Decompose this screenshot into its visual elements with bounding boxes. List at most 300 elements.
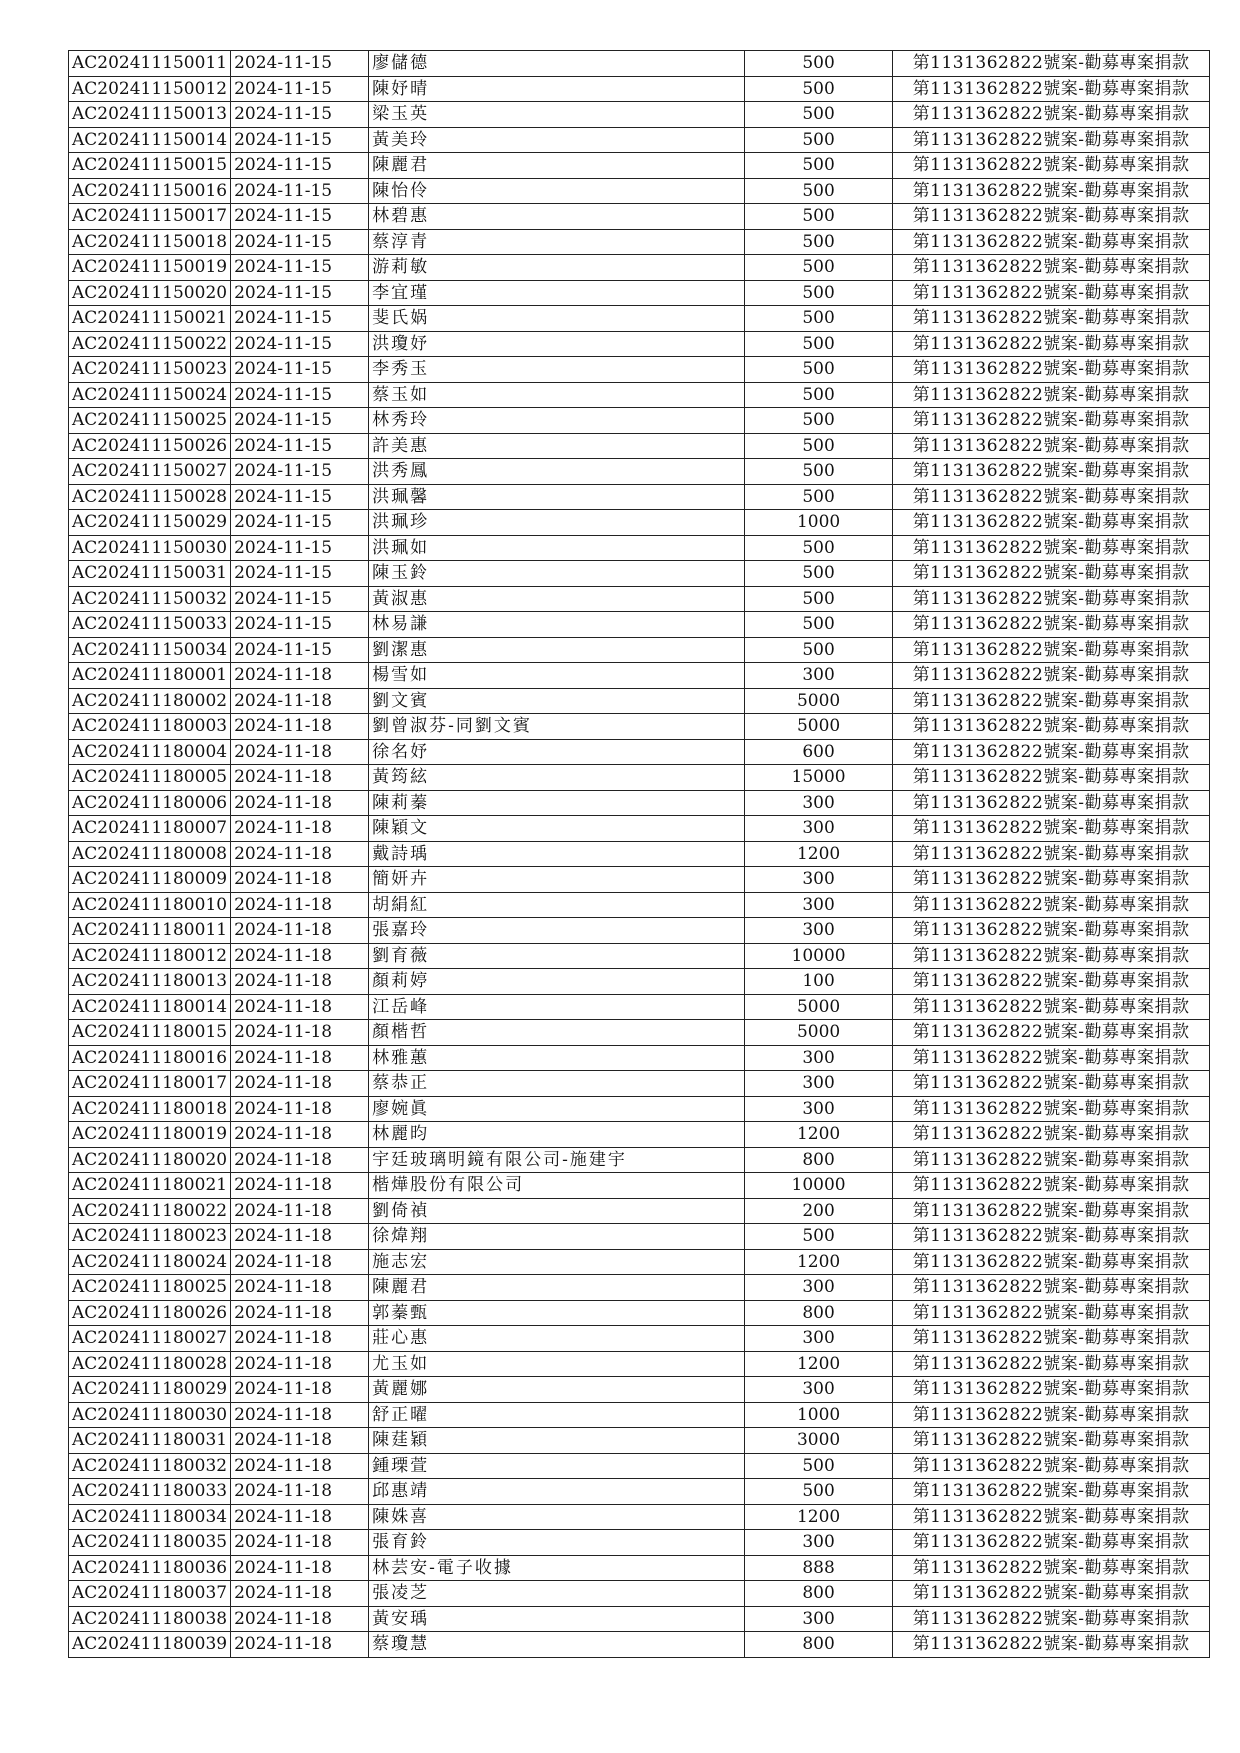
amount-cell: 300: [745, 1071, 893, 1097]
table-row: [69, 1428, 1210, 1454]
date-cell: 2024-11-15: [231, 510, 369, 536]
purpose-cell: 第1131362822號案-勸募專案捐款: [893, 1428, 1210, 1454]
purpose-cell: 第1131362822號案-勸募專案捐款: [893, 1632, 1210, 1658]
date-cell: 2024-11-18: [231, 739, 369, 765]
donor-name-cell: 蔡瓊慧: [369, 1632, 745, 1658]
date-cell: 2024-11-18: [231, 1096, 369, 1122]
donor-name-cell: 簡妍卉: [369, 867, 745, 893]
donor-name-cell: 黃筠絃: [369, 765, 745, 791]
amount-cell: 800: [745, 1300, 893, 1326]
purpose-cell: 第1131362822號案-勸募專案捐款: [893, 765, 1210, 791]
purpose-cell: 第1131362822號案-勸募專案捐款: [893, 76, 1210, 102]
receipt-id-cell: AC202411180026: [69, 1300, 231, 1326]
donor-name-cell: 徐煒翔: [369, 1224, 745, 1250]
receipt-id-cell: AC202411180011: [69, 918, 231, 944]
donor-name-cell: 劉育薇: [369, 943, 745, 969]
receipt-id-cell: AC202411150013: [69, 102, 231, 128]
date-cell: 2024-11-15: [231, 586, 369, 612]
amount-cell: 1000: [745, 510, 893, 536]
receipt-id-cell: AC202411180032: [69, 1453, 231, 1479]
amount-cell: 1200: [745, 1249, 893, 1275]
purpose-cell: 第1131362822號案-勸募專案捐款: [893, 561, 1210, 587]
amount-cell: 500: [745, 331, 893, 357]
purpose-cell: 第1131362822號案-勸募專案捐款: [893, 1096, 1210, 1122]
receipt-id-cell: AC202411180022: [69, 1198, 231, 1224]
receipt-id-cell: AC202411180034: [69, 1504, 231, 1530]
date-cell: 2024-11-18: [231, 1632, 369, 1658]
date-cell: 2024-11-15: [231, 76, 369, 102]
purpose-cell: 第1131362822號案-勸募專案捐款: [893, 994, 1210, 1020]
purpose-cell: 第1131362822號案-勸募專案捐款: [893, 1198, 1210, 1224]
table-row: [69, 1453, 1210, 1479]
table-row: [69, 280, 1210, 306]
table-row: [69, 255, 1210, 281]
date-cell: 2024-11-18: [231, 1606, 369, 1632]
amount-cell: 5000: [745, 688, 893, 714]
amount-cell: 500: [745, 1453, 893, 1479]
date-cell: 2024-11-15: [231, 306, 369, 332]
donor-name-cell: 楷燁股份有限公司: [369, 1173, 745, 1199]
purpose-cell: 第1131362822號案-勸募專案捐款: [893, 153, 1210, 179]
receipt-id-cell: AC202411180023: [69, 1224, 231, 1250]
amount-cell: 5000: [745, 1020, 893, 1046]
amount-cell: 500: [745, 1479, 893, 1505]
date-cell: 2024-11-18: [231, 867, 369, 893]
donor-name-cell: 蔡恭正: [369, 1071, 745, 1097]
table-row: [69, 153, 1210, 179]
donor-name-cell: 張嘉玲: [369, 918, 745, 944]
amount-cell: 800: [745, 1147, 893, 1173]
receipt-id-cell: AC202411180013: [69, 969, 231, 995]
donor-name-cell: 廖婉眞: [369, 1096, 745, 1122]
donor-name-cell: 陳麗君: [369, 1275, 745, 1301]
date-cell: 2024-11-15: [231, 280, 369, 306]
donor-name-cell: 江岳峰: [369, 994, 745, 1020]
donor-name-cell: 梁玉英: [369, 102, 745, 128]
amount-cell: 300: [745, 1045, 893, 1071]
purpose-cell: 第1131362822號案-勸募專案捐款: [893, 637, 1210, 663]
table-row: [69, 102, 1210, 128]
receipt-id-cell: AC202411180025: [69, 1275, 231, 1301]
receipt-id-cell: AC202411180009: [69, 867, 231, 893]
receipt-id-cell: AC202411150018: [69, 229, 231, 255]
table-row: [69, 739, 1210, 765]
date-cell: 2024-11-18: [231, 969, 369, 995]
amount-cell: 500: [745, 306, 893, 332]
purpose-cell: 第1131362822號案-勸募專案捐款: [893, 229, 1210, 255]
table-row: [69, 433, 1210, 459]
table-row: [69, 1555, 1210, 1581]
receipt-id-cell: AC202411150025: [69, 408, 231, 434]
donor-name-cell: 張凌芝: [369, 1581, 745, 1607]
date-cell: 2024-11-18: [231, 1326, 369, 1352]
purpose-cell: 第1131362822號案-勸募專案捐款: [893, 382, 1210, 408]
table-row: [69, 331, 1210, 357]
receipt-id-cell: AC202411150034: [69, 637, 231, 663]
receipt-id-cell: AC202411150027: [69, 459, 231, 485]
date-cell: 2024-11-18: [231, 994, 369, 1020]
donor-name-cell: 劉潔惠: [369, 637, 745, 663]
table-row: [69, 1147, 1210, 1173]
purpose-cell: 第1131362822號案-勸募專案捐款: [893, 714, 1210, 740]
table-row: [69, 586, 1210, 612]
donor-name-cell: 林秀玲: [369, 408, 745, 434]
donor-name-cell: 楊雪如: [369, 663, 745, 689]
amount-cell: 500: [745, 229, 893, 255]
amount-cell: 500: [745, 280, 893, 306]
receipt-id-cell: AC202411150017: [69, 204, 231, 230]
donor-name-cell: 李秀玉: [369, 357, 745, 383]
date-cell: 2024-11-15: [231, 637, 369, 663]
donor-name-cell: 戴詩瑀: [369, 841, 745, 867]
amount-cell: 500: [745, 76, 893, 102]
date-cell: 2024-11-18: [231, 1224, 369, 1250]
amount-cell: 300: [745, 790, 893, 816]
table-row: [69, 1122, 1210, 1148]
amount-cell: 300: [745, 816, 893, 842]
date-cell: 2024-11-18: [231, 790, 369, 816]
table-row: [69, 943, 1210, 969]
date-cell: 2024-11-18: [231, 1504, 369, 1530]
table-row: [69, 1326, 1210, 1352]
purpose-cell: 第1131362822號案-勸募專案捐款: [893, 816, 1210, 842]
purpose-cell: 第1131362822號案-勸募專案捐款: [893, 1300, 1210, 1326]
purpose-cell: 第1131362822號案-勸募專案捐款: [893, 688, 1210, 714]
table-row: [69, 1377, 1210, 1403]
date-cell: 2024-11-18: [231, 1020, 369, 1046]
donor-name-cell: 洪珮珍: [369, 510, 745, 536]
receipt-id-cell: AC202411180007: [69, 816, 231, 842]
date-cell: 2024-11-18: [231, 688, 369, 714]
receipt-id-cell: AC202411180012: [69, 943, 231, 969]
table-row: [69, 688, 1210, 714]
receipt-id-cell: AC202411150012: [69, 76, 231, 102]
table-row: [69, 612, 1210, 638]
table-row: [69, 790, 1210, 816]
date-cell: 2024-11-18: [231, 1249, 369, 1275]
purpose-cell: 第1131362822號案-勸募專案捐款: [893, 357, 1210, 383]
amount-cell: 300: [745, 867, 893, 893]
table-row: [69, 204, 1210, 230]
purpose-cell: 第1131362822號案-勸募專案捐款: [893, 1224, 1210, 1250]
purpose-cell: 第1131362822號案-勸募專案捐款: [893, 331, 1210, 357]
date-cell: 2024-11-15: [231, 612, 369, 638]
amount-cell: 500: [745, 433, 893, 459]
amount-cell: 500: [745, 1224, 893, 1250]
donor-name-cell: 宇廷玻璃明鏡有限公司-施建宇: [369, 1147, 745, 1173]
donor-name-cell: 郭蓁甄: [369, 1300, 745, 1326]
donor-name-cell: 蔡玉如: [369, 382, 745, 408]
receipt-id-cell: AC202411180028: [69, 1351, 231, 1377]
purpose-cell: 第1131362822號案-勸募專案捐款: [893, 1122, 1210, 1148]
date-cell: 2024-11-18: [231, 1351, 369, 1377]
receipt-id-cell: AC202411150014: [69, 127, 231, 153]
receipt-id-cell: AC202411150019: [69, 255, 231, 281]
receipt-id-cell: AC202411150032: [69, 586, 231, 612]
purpose-cell: 第1131362822號案-勸募專案捐款: [893, 790, 1210, 816]
purpose-cell: 第1131362822號案-勸募專案捐款: [893, 306, 1210, 332]
amount-cell: 500: [745, 535, 893, 561]
table-row: [69, 637, 1210, 663]
purpose-cell: 第1131362822號案-勸募專案捐款: [893, 918, 1210, 944]
receipt-id-cell: AC202411180021: [69, 1173, 231, 1199]
table-row: [69, 178, 1210, 204]
table-row: [69, 841, 1210, 867]
donor-name-cell: 游莉敏: [369, 255, 745, 281]
receipt-id-cell: AC202411180010: [69, 892, 231, 918]
table-row: [69, 1249, 1210, 1275]
donor-name-cell: 林易謙: [369, 612, 745, 638]
receipt-id-cell: AC202411150015: [69, 153, 231, 179]
donor-name-cell: 蔡淳青: [369, 229, 745, 255]
donor-name-cell: 林雅蕙: [369, 1045, 745, 1071]
donor-name-cell: 顏楷哲: [369, 1020, 745, 1046]
amount-cell: 300: [745, 918, 893, 944]
date-cell: 2024-11-18: [231, 1147, 369, 1173]
table-row: [69, 1530, 1210, 1556]
date-cell: 2024-11-18: [231, 841, 369, 867]
date-cell: 2024-11-18: [231, 1530, 369, 1556]
purpose-cell: 第1131362822號案-勸募專案捐款: [893, 1402, 1210, 1428]
table-row: [69, 535, 1210, 561]
table-row: [69, 1173, 1210, 1199]
receipt-id-cell: AC202411180020: [69, 1147, 231, 1173]
amount-cell: 500: [745, 204, 893, 230]
receipt-id-cell: AC202411180006: [69, 790, 231, 816]
amount-cell: 1000: [745, 1402, 893, 1428]
purpose-cell: 第1131362822號案-勸募專案捐款: [893, 1555, 1210, 1581]
amount-cell: 300: [745, 1606, 893, 1632]
amount-cell: 500: [745, 612, 893, 638]
receipt-id-cell: AC202411150020: [69, 280, 231, 306]
date-cell: 2024-11-18: [231, 714, 369, 740]
amount-cell: 300: [745, 663, 893, 689]
donor-name-cell: 許美惠: [369, 433, 745, 459]
purpose-cell: 第1131362822號案-勸募專案捐款: [893, 102, 1210, 128]
table-row: [69, 306, 1210, 332]
table-row: [69, 1300, 1210, 1326]
donor-name-cell: 邱惠靖: [369, 1479, 745, 1505]
table-row: [69, 714, 1210, 740]
date-cell: 2024-11-18: [231, 1581, 369, 1607]
donor-name-cell: 林碧惠: [369, 204, 745, 230]
date-cell: 2024-11-15: [231, 255, 369, 281]
receipt-id-cell: AC202411150011: [69, 51, 231, 77]
purpose-cell: 第1131362822號案-勸募專案捐款: [893, 892, 1210, 918]
purpose-cell: 第1131362822號案-勸募專案捐款: [893, 1453, 1210, 1479]
table-row: [69, 459, 1210, 485]
receipt-id-cell: AC202411180033: [69, 1479, 231, 1505]
amount-cell: 300: [745, 892, 893, 918]
purpose-cell: 第1131362822號案-勸募專案捐款: [893, 1530, 1210, 1556]
date-cell: 2024-11-18: [231, 1198, 369, 1224]
purpose-cell: 第1131362822號案-勸募專案捐款: [893, 1071, 1210, 1097]
donor-name-cell: 劉文賓: [369, 688, 745, 714]
amount-cell: 500: [745, 102, 893, 128]
donor-name-cell: 洪珮如: [369, 535, 745, 561]
receipt-id-cell: AC202411150033: [69, 612, 231, 638]
receipt-id-cell: AC202411180001: [69, 663, 231, 689]
purpose-cell: 第1131362822號案-勸募專案捐款: [893, 969, 1210, 995]
receipt-id-cell: AC202411180038: [69, 1606, 231, 1632]
amount-cell: 500: [745, 153, 893, 179]
purpose-cell: 第1131362822號案-勸募專案捐款: [893, 943, 1210, 969]
date-cell: 2024-11-18: [231, 1300, 369, 1326]
purpose-cell: 第1131362822號案-勸募專案捐款: [893, 739, 1210, 765]
donation-table-body: [69, 51, 1210, 1658]
date-cell: 2024-11-18: [231, 1173, 369, 1199]
date-cell: 2024-11-18: [231, 892, 369, 918]
date-cell: 2024-11-15: [231, 204, 369, 230]
purpose-cell: 第1131362822號案-勸募專案捐款: [893, 510, 1210, 536]
purpose-cell: 第1131362822號案-勸募專案捐款: [893, 433, 1210, 459]
receipt-id-cell: AC202411180018: [69, 1096, 231, 1122]
receipt-id-cell: AC202411180029: [69, 1377, 231, 1403]
amount-cell: 800: [745, 1581, 893, 1607]
receipt-id-cell: AC202411150028: [69, 484, 231, 510]
table-row: [69, 1224, 1210, 1250]
donor-name-cell: 洪秀鳳: [369, 459, 745, 485]
table-row: [69, 484, 1210, 510]
donor-name-cell: 洪瓊妤: [369, 331, 745, 357]
date-cell: 2024-11-18: [231, 816, 369, 842]
amount-cell: 100: [745, 969, 893, 995]
amount-cell: 500: [745, 637, 893, 663]
purpose-cell: 第1131362822號案-勸募專案捐款: [893, 612, 1210, 638]
donor-name-cell: 洪珮馨: [369, 484, 745, 510]
receipt-id-cell: AC202411150021: [69, 306, 231, 332]
purpose-cell: 第1131362822號案-勸募專案捐款: [893, 1173, 1210, 1199]
date-cell: 2024-11-18: [231, 1555, 369, 1581]
amount-cell: 200: [745, 1198, 893, 1224]
table-row: [69, 1402, 1210, 1428]
receipt-id-cell: AC202411180039: [69, 1632, 231, 1658]
amount-cell: 300: [745, 1377, 893, 1403]
purpose-cell: 第1131362822號案-勸募專案捐款: [893, 1581, 1210, 1607]
receipt-id-cell: AC202411180005: [69, 765, 231, 791]
donor-name-cell: 胡絹紅: [369, 892, 745, 918]
receipt-id-cell: AC202411180030: [69, 1402, 231, 1428]
date-cell: 2024-11-15: [231, 153, 369, 179]
date-cell: 2024-11-15: [231, 51, 369, 77]
purpose-cell: 第1131362822號案-勸募專案捐款: [893, 1377, 1210, 1403]
donor-name-cell: 林芸安-電子收據: [369, 1555, 745, 1581]
table-row: [69, 382, 1210, 408]
table-row: [69, 1071, 1210, 1097]
table-row: [69, 892, 1210, 918]
donor-name-cell: 黃淑惠: [369, 586, 745, 612]
amount-cell: 600: [745, 739, 893, 765]
receipt-id-cell: AC202411180003: [69, 714, 231, 740]
table-row: [69, 510, 1210, 536]
amount-cell: 500: [745, 408, 893, 434]
donor-name-cell: 陳妤晴: [369, 76, 745, 102]
date-cell: 2024-11-15: [231, 357, 369, 383]
amount-cell: 800: [745, 1632, 893, 1658]
donor-name-cell: 陳麗君: [369, 153, 745, 179]
amount-cell: 300: [745, 1530, 893, 1556]
amount-cell: 500: [745, 51, 893, 77]
date-cell: 2024-11-18: [231, 1453, 369, 1479]
purpose-cell: 第1131362822號案-勸募專案捐款: [893, 663, 1210, 689]
amount-cell: 5000: [745, 714, 893, 740]
amount-cell: 500: [745, 459, 893, 485]
purpose-cell: 第1131362822號案-勸募專案捐款: [893, 255, 1210, 281]
purpose-cell: 第1131362822號案-勸募專案捐款: [893, 586, 1210, 612]
date-cell: 2024-11-15: [231, 535, 369, 561]
amount-cell: 1200: [745, 1122, 893, 1148]
table-row: [69, 1045, 1210, 1071]
date-cell: 2024-11-18: [231, 765, 369, 791]
amount-cell: 5000: [745, 994, 893, 1020]
donor-name-cell: 黃安瑀: [369, 1606, 745, 1632]
date-cell: 2024-11-18: [231, 1045, 369, 1071]
date-cell: 2024-11-18: [231, 1275, 369, 1301]
amount-cell: 500: [745, 586, 893, 612]
amount-cell: 300: [745, 1275, 893, 1301]
table-row: [69, 969, 1210, 995]
receipt-id-cell: AC202411150022: [69, 331, 231, 357]
date-cell: 2024-11-18: [231, 918, 369, 944]
purpose-cell: 第1131362822號案-勸募專案捐款: [893, 535, 1210, 561]
purpose-cell: 第1131362822號案-勸募專案捐款: [893, 127, 1210, 153]
donor-name-cell: 劉曾淑芬-同劉文賓: [369, 714, 745, 740]
receipt-id-cell: AC202411150024: [69, 382, 231, 408]
donor-name-cell: 陳玉鈴: [369, 561, 745, 587]
receipt-id-cell: AC202411180031: [69, 1428, 231, 1454]
table-row: [69, 1581, 1210, 1607]
table-row: [69, 1606, 1210, 1632]
purpose-cell: 第1131362822號案-勸募專案捐款: [893, 1275, 1210, 1301]
donor-name-cell: 徐名妤: [369, 739, 745, 765]
table-row: [69, 76, 1210, 102]
purpose-cell: 第1131362822號案-勸募專案捐款: [893, 1606, 1210, 1632]
purpose-cell: 第1131362822號案-勸募專案捐款: [893, 1479, 1210, 1505]
date-cell: 2024-11-18: [231, 663, 369, 689]
purpose-cell: 第1131362822號案-勸募專案捐款: [893, 280, 1210, 306]
date-cell: 2024-11-18: [231, 943, 369, 969]
table-row: [69, 816, 1210, 842]
donor-name-cell: 陳莉蓁: [369, 790, 745, 816]
amount-cell: 888: [745, 1555, 893, 1581]
date-cell: 2024-11-18: [231, 1071, 369, 1097]
purpose-cell: 第1131362822號案-勸募專案捐款: [893, 867, 1210, 893]
donor-name-cell: 劉倚禎: [369, 1198, 745, 1224]
purpose-cell: 第1131362822號案-勸募專案捐款: [893, 484, 1210, 510]
receipt-id-cell: AC202411150029: [69, 510, 231, 536]
date-cell: 2024-11-18: [231, 1122, 369, 1148]
amount-cell: 500: [745, 255, 893, 281]
receipt-id-cell: AC202411180016: [69, 1045, 231, 1071]
purpose-cell: 第1131362822號案-勸募專案捐款: [893, 51, 1210, 77]
amount-cell: 500: [745, 484, 893, 510]
receipt-id-cell: AC202411180019: [69, 1122, 231, 1148]
receipt-id-cell: AC202411180002: [69, 688, 231, 714]
table-row: [69, 765, 1210, 791]
table-row: [69, 408, 1210, 434]
table-row: [69, 867, 1210, 893]
table-row: [69, 1479, 1210, 1505]
donor-name-cell: 舒正曜: [369, 1402, 745, 1428]
purpose-cell: 第1131362822號案-勸募專案捐款: [893, 178, 1210, 204]
table-row: [69, 1198, 1210, 1224]
amount-cell: 10000: [745, 1173, 893, 1199]
purpose-cell: 第1131362822號案-勸募專案捐款: [893, 1326, 1210, 1352]
table-row: [69, 51, 1210, 77]
receipt-id-cell: AC202411180035: [69, 1530, 231, 1556]
table-row: [69, 1351, 1210, 1377]
donor-name-cell: 施志宏: [369, 1249, 745, 1275]
